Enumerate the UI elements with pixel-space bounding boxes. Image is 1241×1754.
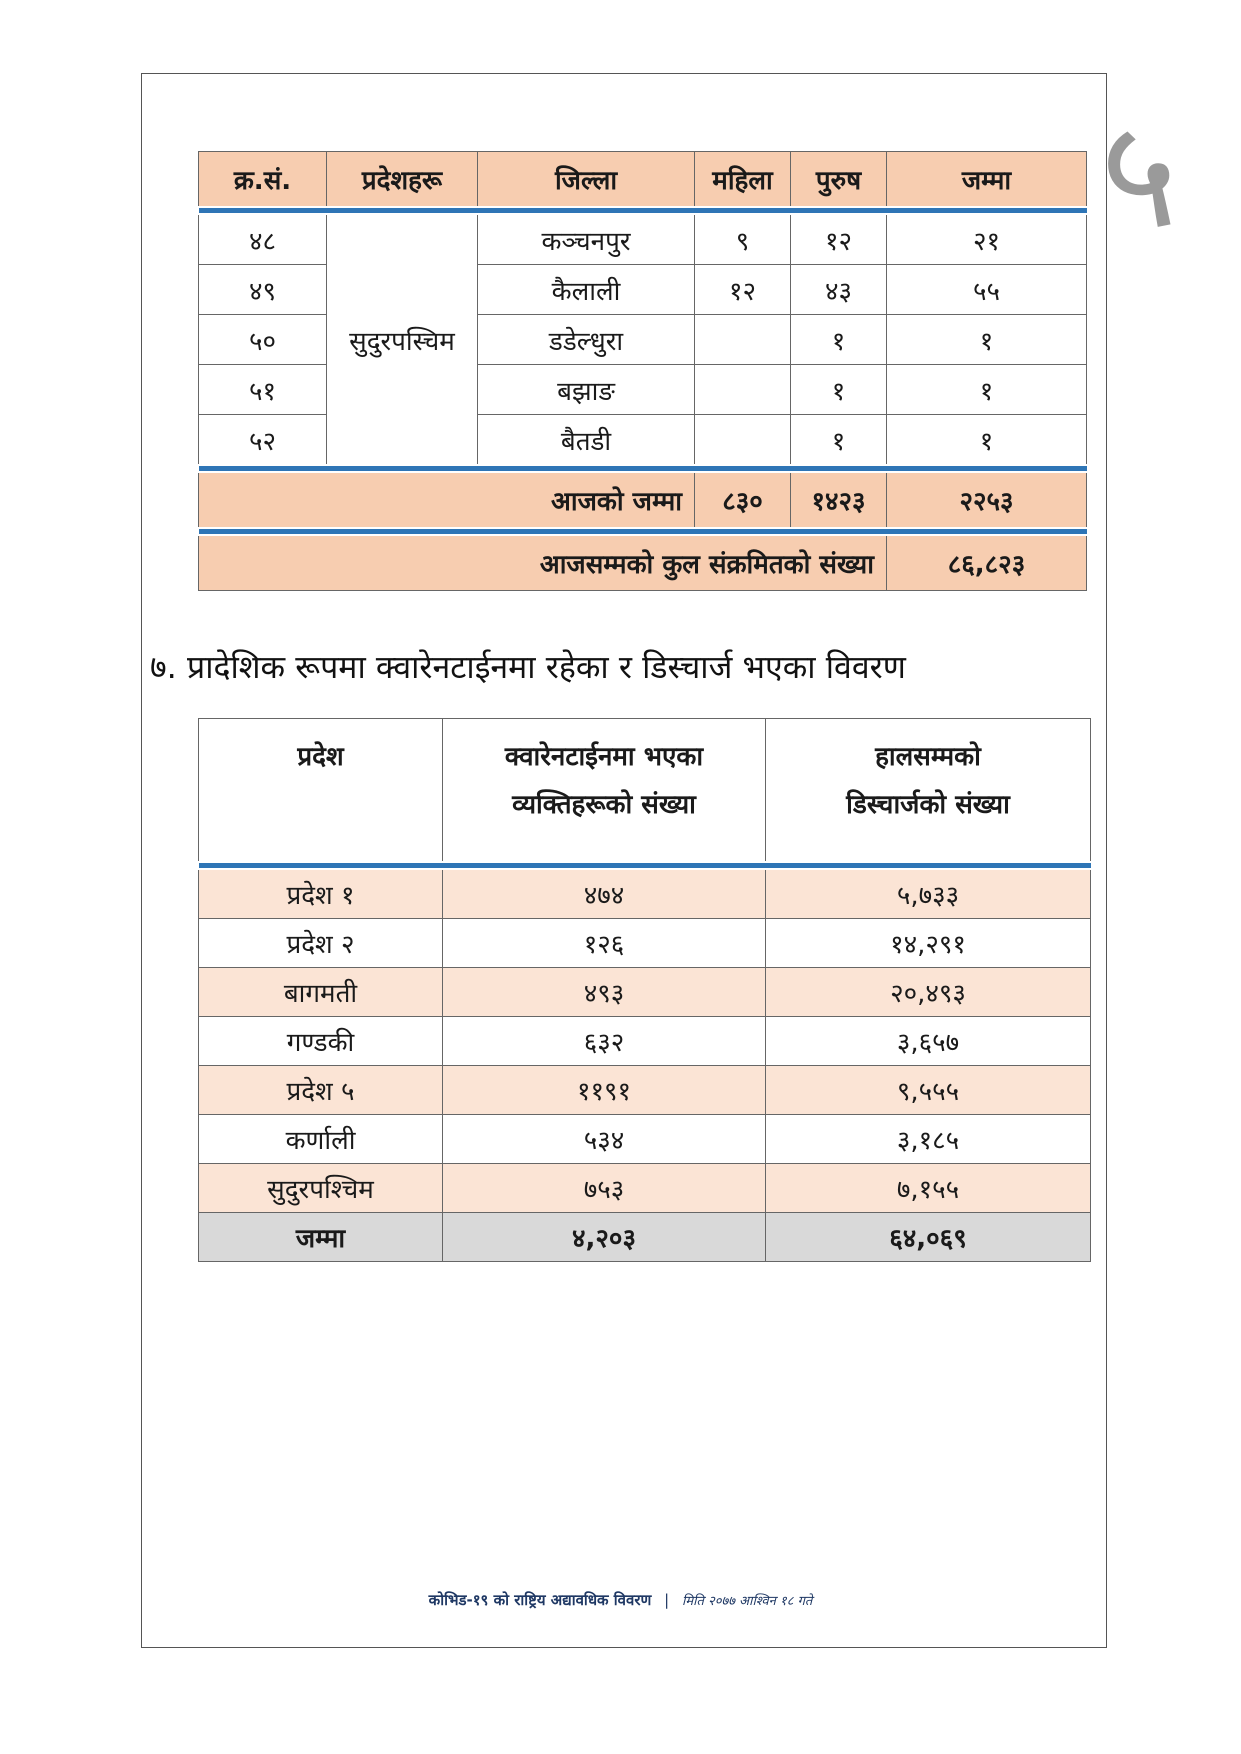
quarantine-cell: ७५३ <box>443 1164 766 1213</box>
serial-cell: ४९ <box>199 265 327 315</box>
header-total: जम्मा <box>887 152 1087 208</box>
serial-cell: ५० <box>199 315 327 365</box>
district-cell: कञ्चनपुर <box>478 214 695 265</box>
total-row <box>199 1213 1091 1262</box>
footer <box>0 1590 1241 1610</box>
header-quarantine-line2: व्यक्तिहरूको संख्या <box>512 790 696 820</box>
province-cell: कर्णाली <box>199 1115 443 1164</box>
quarantine-cell: १२६ <box>443 919 766 968</box>
discharged-cell: ३,६५७ <box>766 1017 1091 1066</box>
serial-cell: ४८ <box>199 214 327 265</box>
female-cell <box>695 315 791 365</box>
serial-cell: ५१ <box>199 365 327 415</box>
male-cell: १ <box>791 365 887 415</box>
header-quarantine-line1: क्वारेनटाईनमा भएका <box>504 742 704 772</box>
header-province: प्रदेशहरू <box>327 152 478 208</box>
province-cell: सुदुरपश्चिम <box>199 1164 443 1213</box>
header-discharge-line2: डिस्चार्जको संख्या <box>846 790 1010 820</box>
footer-title: कोभिड-१९ को राष्ट्रिय अद्यावधिक विवरण <box>428 1591 652 1609</box>
discharged-cell: ७,१५५ <box>766 1164 1091 1213</box>
total-cell: १ <box>887 415 1087 466</box>
discharged-cell: १४,२९१ <box>766 919 1091 968</box>
quarantine-cell: ४७४ <box>443 869 766 919</box>
province-cell: गण्डकी <box>199 1017 443 1066</box>
female-cell <box>695 365 791 415</box>
quarantine-cell: ४९३ <box>443 968 766 1017</box>
male-cell: १२ <box>791 214 887 265</box>
total-cell: २१ <box>887 214 1087 265</box>
table-row <box>199 214 1087 265</box>
quarantine-cell: ५३४ <box>443 1115 766 1164</box>
today-male-total: १४२३ <box>791 472 887 528</box>
table-row <box>199 869 1091 919</box>
quarantine-cell: ११९१ <box>443 1066 766 1115</box>
total-discharged: ६४,०६९ <box>766 1213 1091 1262</box>
female-cell: १२ <box>695 265 791 315</box>
female-cell <box>695 415 791 466</box>
header-male: पुरुष <box>791 152 887 208</box>
district-cell: बैतडी <box>478 415 695 466</box>
header-female: महिला <box>695 152 791 208</box>
discharged-cell: ३,१८५ <box>766 1115 1091 1164</box>
province-cell: बागमती <box>199 968 443 1017</box>
table-row <box>199 1115 1091 1164</box>
today-total-row <box>199 472 1087 528</box>
district-cell: बझाङ <box>478 365 695 415</box>
header-discharge <box>766 719 1091 863</box>
discharged-cell: ५,७३३ <box>766 869 1091 919</box>
total-cell: १ <box>887 365 1087 415</box>
cumulative-label: आजसम्मको कुल संक्रमितको संख्या <box>199 535 887 591</box>
district-cell: डडेल्धुरा <box>478 315 695 365</box>
province-cell: प्रदेश ५ <box>199 1066 443 1115</box>
header-divider <box>199 862 1091 869</box>
table-row <box>199 1164 1091 1213</box>
total-label: जम्मा <box>199 1213 443 1262</box>
male-cell: ४३ <box>791 265 887 315</box>
header-district: जिल्ला <box>478 152 695 208</box>
header-divider <box>199 207 1087 214</box>
district-cases-table <box>198 151 1087 591</box>
female-cell: ९ <box>695 214 791 265</box>
district-cell: कैलाली <box>478 265 695 315</box>
header-province <box>199 719 443 863</box>
total-cell: १ <box>887 315 1087 365</box>
table-row <box>199 968 1091 1017</box>
today-grand-total: २२५३ <box>887 472 1087 528</box>
province-cell: सुदुरपस्चिम <box>327 214 478 465</box>
page-number: ५ <box>1100 88 1179 262</box>
header-province-label: प्रदेश <box>297 742 344 772</box>
header-discharge-line1: हालसम्मको <box>875 742 981 772</box>
province-cell: प्रदेश १ <box>199 869 443 919</box>
male-cell: १ <box>791 315 887 365</box>
discharged-cell: ९,५५५ <box>766 1066 1091 1115</box>
table-row <box>199 919 1091 968</box>
today-female-total: ८३० <box>695 472 791 528</box>
serial-cell: ५२ <box>199 415 327 466</box>
footer-separator: | <box>664 1591 670 1609</box>
today-total-label: आजको जम्मा <box>199 472 695 528</box>
header-serial: क्र.सं. <box>199 152 327 208</box>
footer-date: मिति २०७७ आश्विन १८ गते <box>681 1594 813 1609</box>
header-quarantine <box>443 719 766 863</box>
table-row <box>199 1066 1091 1115</box>
total-cell: ५५ <box>887 265 1087 315</box>
summary-divider <box>199 528 1087 535</box>
quarantine-discharge-table <box>198 718 1091 1262</box>
cumulative-value: ८६,८२३ <box>887 535 1087 591</box>
body-divider <box>199 465 1087 472</box>
section-heading: ७. प्रादेशिक रूपमा क्वारेनटाईनमा रहेका र डिस्चार्ज भएका विवरण <box>150 648 906 686</box>
table-row <box>199 1017 1091 1066</box>
total-quarantine: ४,२०३ <box>443 1213 766 1262</box>
discharged-cell: २०,४९३ <box>766 968 1091 1017</box>
male-cell: १ <box>791 415 887 466</box>
quarantine-cell: ६३२ <box>443 1017 766 1066</box>
table-header-row <box>199 719 1091 863</box>
table-header-row <box>199 152 1087 208</box>
province-cell: प्रदेश २ <box>199 919 443 968</box>
cumulative-row <box>199 535 1087 591</box>
